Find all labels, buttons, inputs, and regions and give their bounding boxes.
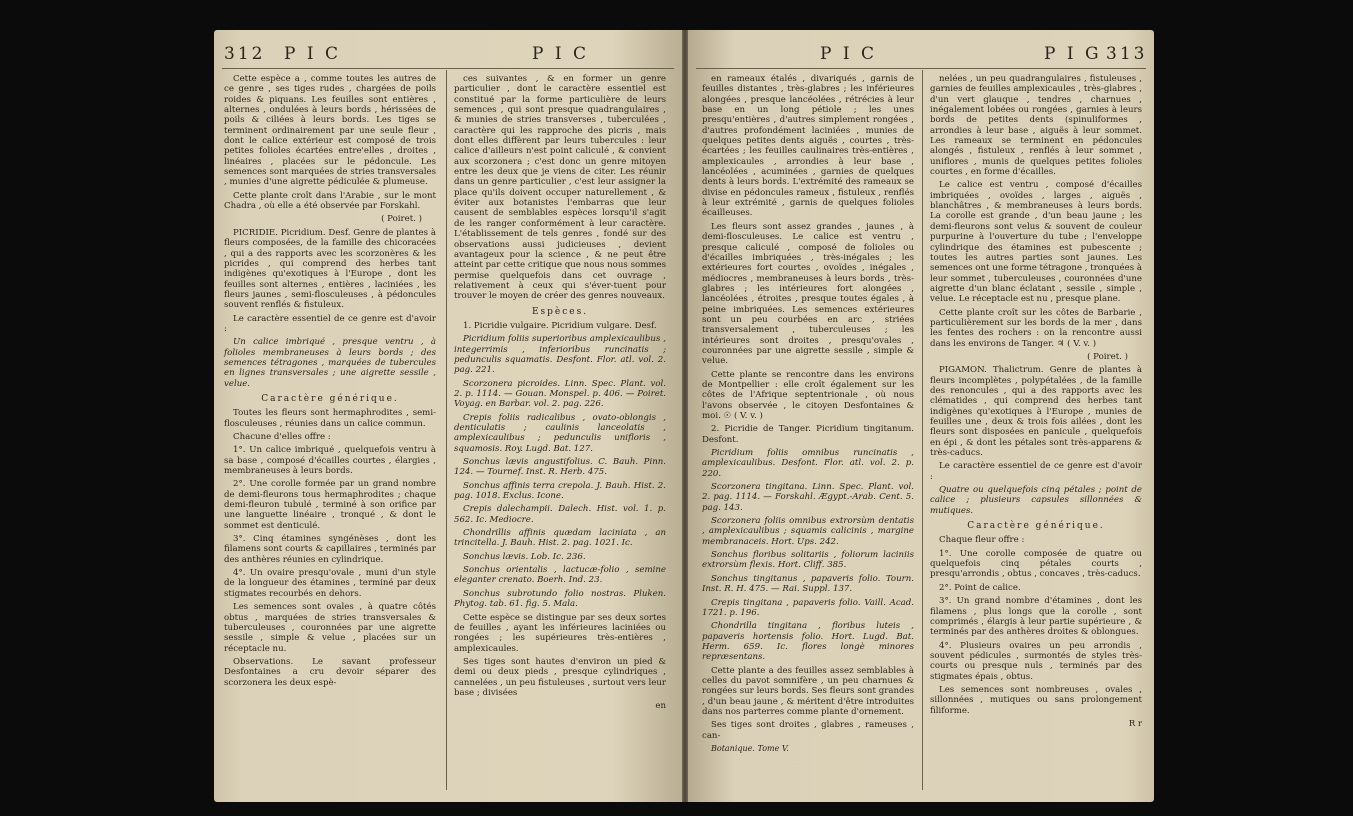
author-signature: ( Poiret. ) xyxy=(381,214,422,225)
paragraph: Botanique. Tome V. xyxy=(711,743,789,753)
paragraph: Toutes les fleurs sont hermaphrodites , semi-flosculeuses , réunies dans un calice commun. xyxy=(224,408,436,429)
paragraph: 2°. Point de calice. xyxy=(939,582,1021,593)
paragraph: Sonchus lævis angustifolius. C. Bauh. Pinn. 124. — Tournef. Inst. R. Herb. 475. xyxy=(454,457,666,478)
paragraph: 4°. Un ovaire presqu'ovale , muni d'un style de la longueur des étamines , terminé par deux stigmates recourbés en dehors. xyxy=(224,568,436,599)
left-page xyxy=(214,30,682,802)
paragraph: Sonchus affinis terra crepola. J. Bauh. Hist. 2. pag. 1018. Exclus. Icone. xyxy=(454,480,666,502)
paragraph: Scorzonera tingitana. Linn. Spec. Plant. vol. 2. pag. 1114. — Forskahl. Ægypt.-Arab. Cent. 5. pag. 143. xyxy=(702,482,914,513)
left-column-1 xyxy=(224,74,436,691)
paragraph: 2°. Une corolle formée par un grand nombre de demi-fleurons tous hermaphrodites ; chaque demi-fleuron tubulé , terminé à son orifice par une languette linéaire , tronqué , & dont le sommet est denticulé. xyxy=(224,479,436,531)
paragraph: Les fleurs sont assez grandes , jaunes , à demi-flosculeuses. Le calice est ventru , presque caliculé , composé de folioles ou d'écailles imbriquées , très-inégales ; les extérieures fort courtes , ovoïdes , inégales , médiocres , membraneuses à leurs bords , très-glabres ; les intérieures fort alongées , lancéolées , étroites , presque toutes égales , à peine imbriquées. Les semences extérieures sont un peu courbées en arc , striées transversalement , tuberculeuses ; les intérieures sont droites , presqu'ovales , couronnées par une aigrette sessile , simple & velue. xyxy=(702,221,914,367)
paragraph: Chacune d'elles offre : xyxy=(233,432,331,442)
section-heading: Caractère générique. xyxy=(967,521,1105,532)
running-head-title: P I C xyxy=(284,44,341,64)
paragraph: R r xyxy=(1128,718,1142,729)
column-rule xyxy=(922,70,923,790)
running-head-title: P I C xyxy=(820,44,877,64)
paragraph: Cette espèce se distingue par ses deux sortes de feuilles , ayant les inférieures laciniées ou rongées ; les supérieures très-entières , amplexicaules. xyxy=(454,612,666,654)
paragraph: Cette plante a des feuilles assez semblables à celles du pavot somnifère , un peu charnues & rongées sur leurs bords. Ses fleurs sont grandes , d'un beau jaune , & méritent d'être introduites dans nos parterres comme plante d'ornement. xyxy=(702,665,914,717)
paragraph: nelées , un peu quadrangulaires , fistuleuses , garnies de feuilles amplexicaules , très-glabres , d'un vert glauque , tendres , charnues , inégalement lobées ou rongées , garnies à leurs bords de petites dents (spinuliformes , arrondies à leur base , aiguës à leur sommet. Les rameaux se terminent en pédoncules alongés , fistuleux , renflés à leur sommet , uniflores , munis de quelques petites folioles courtes , en forme d'écailles. xyxy=(930,74,1142,178)
paragraph: Picridium foliis omnibus runcinatis , amplexicaulibus. Desfont. Flor. atl. vol. 2. p. 220. xyxy=(702,448,914,479)
paragraph: Les semences sont nombreuses , ovales , sillonnées , mutiques ou sans prolongement filiforme. xyxy=(930,684,1142,716)
paragraph: PIGAMON. Thalictrum. Genre de plantes à fleurs incomplètes , polypétalées , de la famille des renoncules , qui a des rapports avec les clématides , qui comprend des herbes tant indigènes qu'exotiques à l'Europe , munies de feuilles une , deux & trois fois ailées , dont les fleurs sont disposées en panicule , quelquefois en épi , & dont les pétales sont très-apparens & très-caducs. xyxy=(930,365,1142,459)
paragraph: Le caractère essentiel de ce genre est d'avoir : xyxy=(224,313,436,334)
paragraph: Scorzonera foliis omnibus extrorsùm dentatis , amplexicaulibus ; squamis calicinis , margine membranaceis. Hort. Ups. 242. xyxy=(702,516,914,547)
paragraph: Chondrilla tingitana , floribus luteis , papaveris hortensis folio. Hort. Lugd. Bat. Herm. 659. Ic. flores longè minores repræsentans. xyxy=(702,621,914,663)
running-head-title: P I G xyxy=(1044,44,1102,64)
paragraph: PICRIDIE. Picridium. Desf. Genre de plantes à fleurs composées, de la famille des chicoracées , qui a des rapports avec les scorzonères & les picrides , qui comprend des herbes tant indigènes qu'exotiques à l'Europe , dont les feuilles sont alternes , entières , laciniées , les fleurs jaunes , semi-flosculeuses , à pédoncules souvent renflés & fistuleux. xyxy=(224,227,436,311)
column-rule xyxy=(446,70,447,790)
paragraph: Le caractère essentiel de ce genre est d'avoir : xyxy=(930,461,1142,482)
left-running-head xyxy=(214,44,682,64)
paragraph: 3°. Un grand nombre d'étamines , dont les filamens , plus longs que la corolle , sont comprimés , élargis à leur partie supérieure , & terminés par des anthères droites & oblongues. xyxy=(930,596,1142,638)
paragraph: Le calice est ventru , composé d'écailles imbriquées , ovoïdes , larges , aiguës , blanchâtres , & membraneuses à leurs bords. La corolle est grande , d'un beau jaune ; les demi-fleurons sont velus & souvent de couleur purpurine à l'ouverture du tube ; l'enveloppe cylindrique des étamines est pubescente ; toutes les autres parties sont jaunes. Les semences ont une forme tétragone , tronquées à leur sommet , tuberculeuses , couronnées d'une aigrette d'un blanc éclatant , sessile , simple , velue. Le réceptacle est nu , presque plane. xyxy=(930,180,1142,305)
paragraph: 2. Picridie de Tanger. Picridium tingitanum. Desfont. xyxy=(702,424,914,445)
paragraph: Sonchus floribus solitariis , foliorum laciniis extrorsùm flexis. Hort. Cliff. 385. xyxy=(702,550,914,571)
paragraph: Crepis dalechampii. Dalech. Hist. vol. 1. p. 562. Ic. Mediocre. xyxy=(454,504,666,525)
page-number: 313 xyxy=(1106,44,1148,64)
paragraph: Cette plante croît dans l'Arabie , sur le mont Chadra , où elle a été observée par Forskahl. xyxy=(224,190,436,212)
paragraph: Ses tiges sont droites , glabres , rameuses , can- xyxy=(702,720,914,741)
paragraph: Sonchus subrotundo folio nostras. Pluken. Phytog. tab. 61. fig. 5. Mala. xyxy=(454,588,666,610)
paragraph: Sonchus tingitanus , papaveris folio. Tourn. Inst. R. H. 475. — Rai. Suppl. 137. xyxy=(702,573,914,595)
paragraph: 4°. Plusieurs ovaires un peu arrondis , souvent pédicules , surmontés de styles très-courts ou presque nuls , terminés par des stigmates épais , obtus. xyxy=(930,640,1142,682)
paragraph: Un calice imbriqué , presque ventru , à folioles membraneuses à leurs bords ; des semences tétragones , marquées de tubercules en lignes transversales ; une aigrette sessile , velue. xyxy=(224,337,436,389)
right-column-2 xyxy=(930,74,1142,732)
right-page xyxy=(688,30,1154,802)
paragraph: Crepis tingitana , papaveris folio. Vaill. Acad. 1721. p. 196. xyxy=(702,597,914,618)
section-heading: Caractère générique. xyxy=(261,393,399,404)
paragraph: Cette plante se rencontre dans les environs de Montpellier : elle croît également sur les côtes de l'Afrique septentrionale , où nous l'avons observée , le citoyen Desfontaines & moi. ☉ ( V. v. ) xyxy=(702,369,914,421)
paragraph: Picridium foliis superioribus amplexicaulibus , integerrimis , inferioribus runcinatis ; pedunculis squamatis. Desfont. Flor. atl. vol. 2. pag. 221. xyxy=(454,334,666,376)
paragraph: 1°. Une corolle composée de quatre ou quelquefois cinq pétales courts , presqu'arrondis , obtus , concaves , très-caducs. xyxy=(930,548,1142,580)
paragraph: Cette espèce a , comme toutes les autres de ce genre , ses tiges rudes , chargées de poils roides & piquans. Les feuilles sont entières , alternes , ondulées à leurs bords , hérissées de poils & ciliées à leurs bords. Les tiges se terminent ordinairement par une seule fleur , dont le calice extérieur est composé de trois petites folioles écartées entre'elles , droites , linéaires , placées sur le pédoncule. Les semences sont marquées de stries transversales , munies d'une aigrette pédiculée & plumeuse. xyxy=(224,74,436,188)
section-heading: Espèces. xyxy=(531,306,589,317)
paragraph: Observations. Le savant professeur Desfontaines a cru devoir séparer des scorzonera les deux espè- xyxy=(224,656,436,688)
paragraph: Sonchus lævis. Lob. Ic. 236. xyxy=(463,551,586,562)
paragraph: en xyxy=(655,701,666,712)
paragraph: Les semences sont ovales , à quatre côtés obtus , marquées de stries transversales & tuberculeuses , couronnées par une aigrette sessile , simple & velue , placées sur un réceptacle nu. xyxy=(224,602,436,654)
paragraph: 1°. Un calice imbriqué , quelquefois ventru à sa base , composé d'écailles courtes , élargies , membraneuses à leurs bords. xyxy=(224,445,436,477)
page-number: 312 xyxy=(224,44,266,64)
author-signature: ( Poiret. ) xyxy=(1087,351,1128,362)
paragraph: 3°. Cinq étamines syngénèses , dont les filamens sont courts & capillaires , terminés par des anthères réunies en cylindrique. xyxy=(224,534,436,565)
paragraph: Cette plante croît sur les côtes de Barbarie , particulièrement sur les bords de la mer , dans les fentes des rochers : on la rencontre aussi dans les environs de Tanger. ♃ ( V. v. ) xyxy=(930,307,1142,349)
paragraph: Quatre ou quelquefois cinq pétales ; point de calice ; plusieurs capsules sillonnées & mutiques. xyxy=(930,485,1142,516)
paragraph: Sonchus orientalis , lactucæ-folio , semine eleganter crenato. Boerh. Ind. 23. xyxy=(454,565,666,586)
right-column-1 xyxy=(702,74,914,757)
head-rule xyxy=(222,68,674,69)
paragraph: Chaque fleur offre : xyxy=(939,535,1025,546)
right-running-head xyxy=(688,44,1154,64)
paragraph: Scorzonera picroides. Linn. Spec. Plant. vol. 2. p. 1114. — Gouan. Monspel. p. 406. — Poiret. Voyag. en Barbar. vol. 2. pag. 226. xyxy=(454,378,666,410)
paragraph: 1. Picridie vulgaire. Picridium vulgare. Desf. xyxy=(463,320,657,331)
running-head-title: P I C xyxy=(532,44,589,64)
paragraph: Chondrillis affinis quædam laciniata , an trincitella. J. Bauh. Hist. 2. pag. 1021. Ic. xyxy=(454,528,666,549)
paragraph: Ses tiges sont hautes d'environ un pied & demi ou deux pieds , presque cylindriques , cannelées , un peu fistuleuses , surtout vers leur base ; divisées xyxy=(454,656,666,698)
paragraph: ces suivantes , & en former un genre particulier , dont le caractère essentiel est constitué par la forme particulière de leurs semences , qui sont presque quadrangulaires , & munies de stries transverses , tuberculées , caractère qui les rapproche des picris , mais dont elles diffèrent par leurs tubercules : leur calice d'ailleurs n'est point caliculé , & convient aux scorzonera ; c'est donc un genre mitoyen entre les deux que je viens de citer. Les réunir dans un genre particulier , c'est leur assigner la place qu'ils doivent occuper naturellement , & éviter aux botanistes l'embarras que leur causent de semblables espèces lorsqu'il s'agit de les ranger conformément à leur caractère. L'établissement de tels genres , fondé sur des observations aussi judicieuses , devient avantageux pour la science , & ne peut être atteint par cette critique que nous nous sommes permise quelquefois dans cet ouvrage , relativement à ceux qui s'éver-tuent pour trouver le moyen de créer des genres nouveaux. xyxy=(454,74,666,302)
head-rule xyxy=(696,68,1146,69)
paragraph: en rameaux étalés , divariqués , garnis de feuilles distantes , très-glabres ; les inférieures alongées , presque lancéolées , rétrécies à leur base en un long pétiole ; les unes presqu'entières , d'autres simplement rongées , d'autres profondément laciniées , munies de quelques petites dents aiguës , courtes , très-écartées ; les feuilles caulinaires très-entières , amplexicaules , arrondies à leur base , lancéolées , acuminées , garnies de quelques dents à leurs bords. L'extrémité des rameaux se divise en pédoncules rameux , fistuleux , renflés à leur extrémité , garnis de quelques folioles écailleuses. xyxy=(702,74,914,219)
paragraph: Crepis foliis radicalibus , ovato-oblongis , denticulatis ; caulinis lanceolatis , amplexicaulibus ; pedunculis unifloris , squamosis. Roy. Lugd. Bat. 127. xyxy=(454,412,666,454)
left-column-2 xyxy=(454,74,666,715)
